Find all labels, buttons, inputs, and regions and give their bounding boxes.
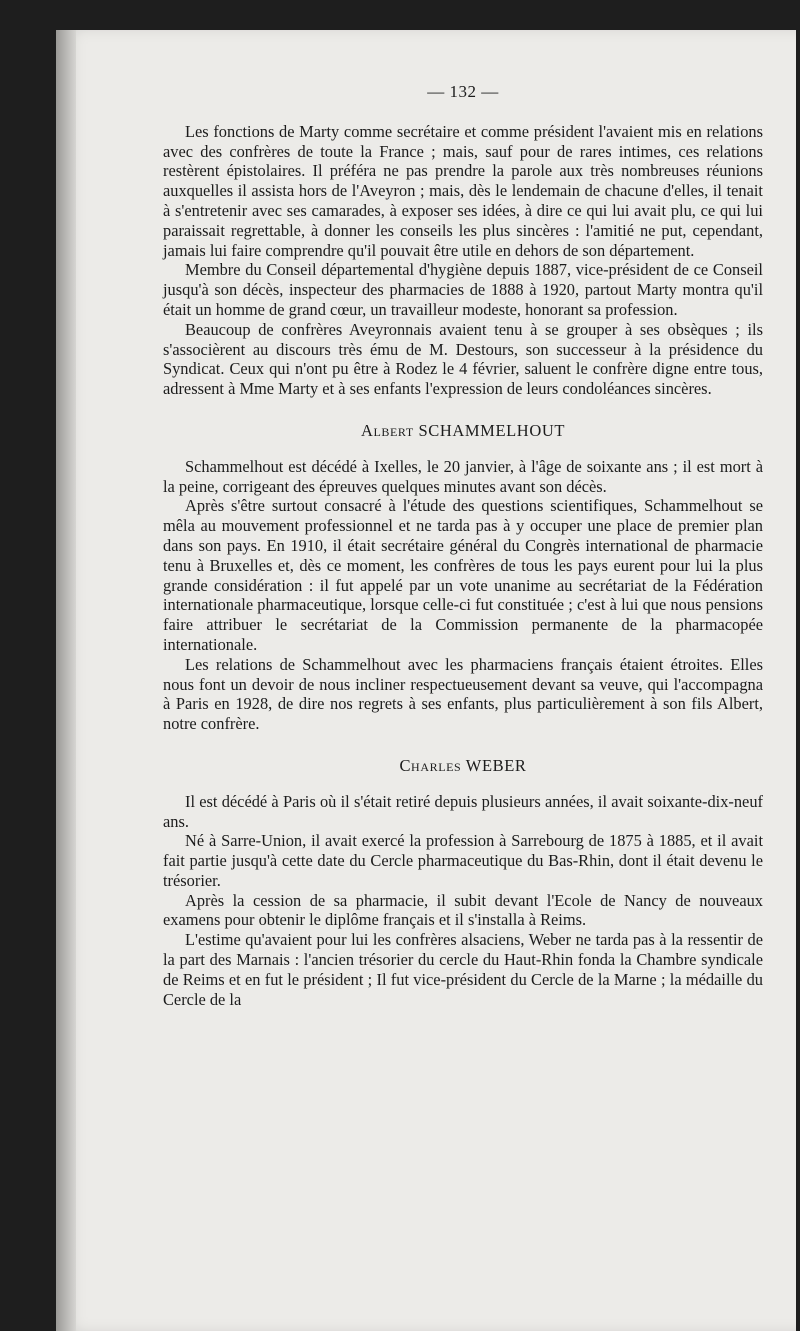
page-text (163, 82, 763, 1009)
page-number: — 132 — (427, 82, 499, 101)
book-gutter (56, 30, 76, 1331)
section-heading (163, 756, 763, 776)
paragraph: Les fonctions de Marty comme secrétaire et comme président l'avaient mis en relations avec des confrères de toute la France ; mais, sauf pour de rares intimes, ces relations restèrent épistolaires. Il préféra ne pas prendre la parole aux très nombreuses réunions auxquelles il assista hors de l'Aveyron ; mais, dès le lendemain de chacune d'elles, il tenait à s'entretenir avec ses camarades, à exposer ses idées, à dire ce qui lui avait plu, ce qui lui paraissait regrettable, à donner les conseils les plus sincères : l'amitié ne put, cependant, jamais lui faire comprendre qu'il pouvait être utile en dehors de son département. (163, 121, 763, 260)
paragraph: L'estime qu'avaient pour lui les confrères alsaciens, Weber ne tarda pas à la ressentir de la part des Marnais : l'ancien trésorier du cercle du Haut-Rhin fonda la Chambre syndicale de Reims et en fut le président ; Il fut vice-président du Cercle de la Marne ; la médaille du Cercle de la (163, 930, 763, 1009)
paragraph: Beaucoup de confrères Aveyronnais avaient tenu à se grouper à ses obsèques ; ils s'associèrent au discours très ému de M. Destours, son successeur à la présidence du Syndicat. Ceux qui n'ont pu être à Rodez le 4 février, saluent le confrère digne entre tous, adressent à Mme Marty et à ses enfants l'expression de leurs condoléances sincères. (163, 319, 763, 399)
paragraph: Membre du Conseil départemental d'hygiène depuis 1887, vice-président de ce Conseil jusqu'à son décès, inspecteur des pharmacies de 1888 à 1920, partout Marty montra qu'il était un homme de grand cœur, un travailleur modeste, honorant sa profession. (163, 260, 763, 319)
paragraph: Il est décédé à Paris où il s'était retiré depuis plusieurs années, il avait soixante-dix-neuf ans. (163, 791, 763, 831)
paragraph: Les relations de Schammelhout avec les pharmaciens français étaient étroites. Elles nous font un devoir de nous incliner respectueusement devant sa veuve, qui l'accompagna à Paris en 1928, de dire nos regrets à ses enfants, plus particulièrement à son fils Albert, notre confrère. (163, 654, 763, 734)
heading-first-name: Charles (399, 755, 462, 775)
heading-first-name: Albert (360, 420, 414, 440)
paragraph: Après la cession de sa pharmacie, il subit devant l'Ecole de Nancy de nouveaux examens pour obtenir le diplôme français et il s'installa à Reims. (163, 890, 763, 930)
heading-last-name: WEBER (465, 755, 527, 775)
heading-last-name: SCHAMMELHOUT (418, 420, 566, 440)
paragraph: Après s'être surtout consacré à l'étude des questions scientifiques, Schammelhout se mêla au mouvement professionnel et ne tarda pas à y occuper une place de premier plan dans son pays. En 1910, il était secrétaire général du Congrès international de pharmacie tenu à Bruxelles et, dès ce moment, les confrères de tous les pays eurent pour lui la plus grande considération : il fut appelé par un vote unanime au secrétariat de la Fédération internationale pharmaceutique, lorsque celle-ci fut constituée ; c'est à lui que nous pensions faire attribuer le secrétariat de la Commission permanente de la pharmacopée internationale. (163, 496, 763, 654)
paragraph: Schammelhout est décédé à Ixelles, le 20 janvier, à l'âge de soixante ans ; il est mort à la peine, corrigeant des épreuves quelques minutes avant son décès. (163, 456, 763, 496)
section-heading (163, 421, 763, 441)
paragraph: Né à Sarre-Union, il avait exercé la profession à Sarrebourg de 1875 à 1885, et il avait fait partie jusqu'à cette date du Cercle pharmaceutique du Bas-Rhin, dont il était devenu le trésorier. (163, 831, 763, 890)
